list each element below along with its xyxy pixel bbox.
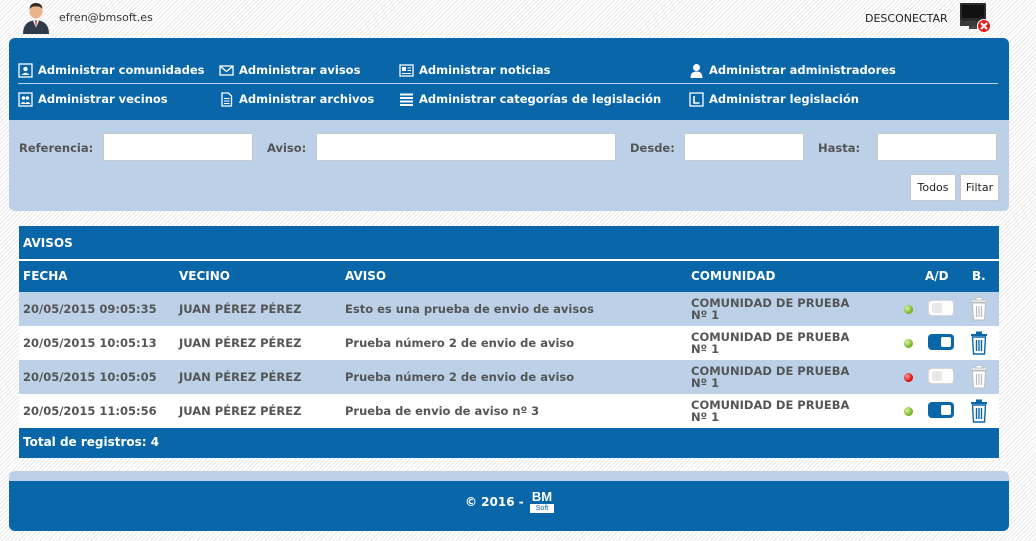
col-comunidad[interactable]: COMUNIDAD xyxy=(691,269,776,283)
comunidad-line1: COMUNIDAD DE PRUEBA xyxy=(691,398,850,412)
list-icon xyxy=(399,92,414,107)
desde-input[interactable] xyxy=(684,133,804,161)
comunidad-line1: COMUNIDAD DE PRUEBA xyxy=(691,330,850,344)
avisos-table xyxy=(19,226,999,458)
col-borrar: B. xyxy=(972,269,986,283)
nav-label: Administrar legislación xyxy=(709,92,859,106)
nav-label: Administrar comunidades xyxy=(38,63,205,77)
cell-fecha: 20/05/2015 11:05:56 xyxy=(23,404,157,418)
total-records: Total de registros: 4 xyxy=(23,435,160,449)
filtrar-button[interactable]: Filtar xyxy=(960,174,999,201)
cell-vecino: JUAN PÉREZ PÉREZ xyxy=(179,404,302,418)
enable-toggle[interactable] xyxy=(928,334,954,350)
hasta-input[interactable] xyxy=(877,133,997,161)
nav-administrar-avisos[interactable] xyxy=(219,61,360,79)
table-header-divider xyxy=(19,259,999,261)
admin-panel xyxy=(9,38,1009,211)
trash-icon[interactable] xyxy=(969,297,989,321)
todos-button[interactable]: Todos xyxy=(910,174,956,201)
nav-label: Administrar administradores xyxy=(709,63,896,77)
person-icon xyxy=(689,63,704,78)
desde-label: Desde: xyxy=(630,141,675,155)
nav-label: Administrar avisos xyxy=(239,63,361,77)
nav-label: Administrar noticias xyxy=(419,63,551,77)
logout-link[interactable]: DESCONECTAR xyxy=(865,12,948,25)
cell-fecha: 20/05/2015 10:05:13 xyxy=(23,336,157,350)
status-green-icon xyxy=(904,407,913,416)
cell-comunidad xyxy=(691,394,849,428)
nav-administrar-vecinos[interactable] xyxy=(18,90,168,108)
logo-bm-text: BM xyxy=(531,489,553,504)
nav-label: Administrar vecinos xyxy=(38,92,168,106)
col-aviso[interactable]: AVISO xyxy=(345,269,387,283)
logout-monitor-icon[interactable] xyxy=(958,2,992,34)
trash-icon[interactable] xyxy=(969,365,989,389)
table-row xyxy=(19,360,999,394)
nav-administrar-administradores[interactable] xyxy=(689,61,896,79)
enable-toggle[interactable] xyxy=(928,368,954,384)
status-red-icon xyxy=(904,373,913,382)
neighbors-icon xyxy=(18,92,33,107)
aviso-input[interactable] xyxy=(316,133,616,161)
comunidad-line1: COMUNIDAD DE PRUEBA xyxy=(691,296,850,310)
nav-administrar-comunidades[interactable] xyxy=(18,61,205,79)
comunidad-line2: Nº 1 xyxy=(691,342,720,356)
col-vecino[interactable]: VECINO xyxy=(179,269,230,283)
trash-icon[interactable] xyxy=(969,399,989,423)
col-fecha[interactable]: FECHA xyxy=(23,269,68,283)
bmsoft-logo xyxy=(529,490,555,514)
comunidad-line2: Nº 1 xyxy=(691,376,720,390)
copyright-text: © 2016 - xyxy=(465,495,524,509)
community-icon xyxy=(18,63,33,78)
top-bar xyxy=(0,0,1036,38)
trash-icon[interactable] xyxy=(969,331,989,355)
cell-aviso: Prueba número 2 de envio de aviso xyxy=(345,370,575,384)
enable-toggle[interactable] xyxy=(928,402,954,418)
nav-administrar-categorias-legislacion[interactable] xyxy=(399,90,661,108)
cell-fecha: 20/05/2015 10:05:05 xyxy=(23,370,157,384)
cell-vecino: JUAN PÉREZ PÉREZ xyxy=(179,336,302,350)
cell-aviso: Prueba de envio de aviso nº 3 xyxy=(345,404,540,418)
cell-comunidad xyxy=(691,326,849,360)
table-row xyxy=(19,394,999,428)
user-avatar-icon xyxy=(22,2,50,34)
cell-fecha: 20/05/2015 09:05:35 xyxy=(23,302,157,316)
comunidad-line1: COMUNIDAD DE PRUEBA xyxy=(691,364,850,378)
newspaper-icon xyxy=(399,63,414,78)
table-title: AVISOS xyxy=(23,236,73,250)
comunidad-line2: Nº 1 xyxy=(691,308,720,322)
nav-label: Administrar archivos xyxy=(239,92,375,106)
cell-comunidad xyxy=(691,292,849,326)
referencia-input[interactable] xyxy=(103,133,253,161)
cell-aviso: Esto es una prueba de envio de avisos xyxy=(345,302,594,316)
nav-administrar-legislacion[interactable] xyxy=(689,90,859,108)
file-icon xyxy=(219,92,234,107)
footer xyxy=(9,481,1009,531)
cell-vecino: JUAN PÉREZ PÉREZ xyxy=(179,370,302,384)
envelope-icon xyxy=(219,63,234,78)
table-row xyxy=(19,292,999,326)
nav-administrar-noticias[interactable] xyxy=(399,61,551,79)
admin-nav xyxy=(9,38,1009,120)
hasta-label: Hasta: xyxy=(818,141,861,155)
status-green-icon xyxy=(904,339,913,348)
comunidad-line2: Nº 1 xyxy=(691,410,720,424)
nav-administrar-archivos[interactable] xyxy=(219,90,374,108)
col-ad: A/D xyxy=(925,269,949,283)
nav-divider xyxy=(18,83,998,84)
nav-label: Administrar categorías de legislación xyxy=(419,92,662,106)
table-row xyxy=(19,326,999,360)
legislation-icon xyxy=(689,92,704,107)
user-email: efren@bmsoft.es xyxy=(59,11,153,24)
logo-soft-text: Soft xyxy=(530,504,554,513)
enable-toggle[interactable] xyxy=(928,300,954,316)
cell-vecino: JUAN PÉREZ PÉREZ xyxy=(179,302,302,316)
referencia-label: Referencia: xyxy=(19,141,94,155)
status-green-icon xyxy=(904,305,913,314)
cell-aviso: Prueba número 2 de envio de aviso xyxy=(345,336,575,350)
cell-comunidad xyxy=(691,360,849,394)
aviso-label: Aviso: xyxy=(267,141,307,155)
